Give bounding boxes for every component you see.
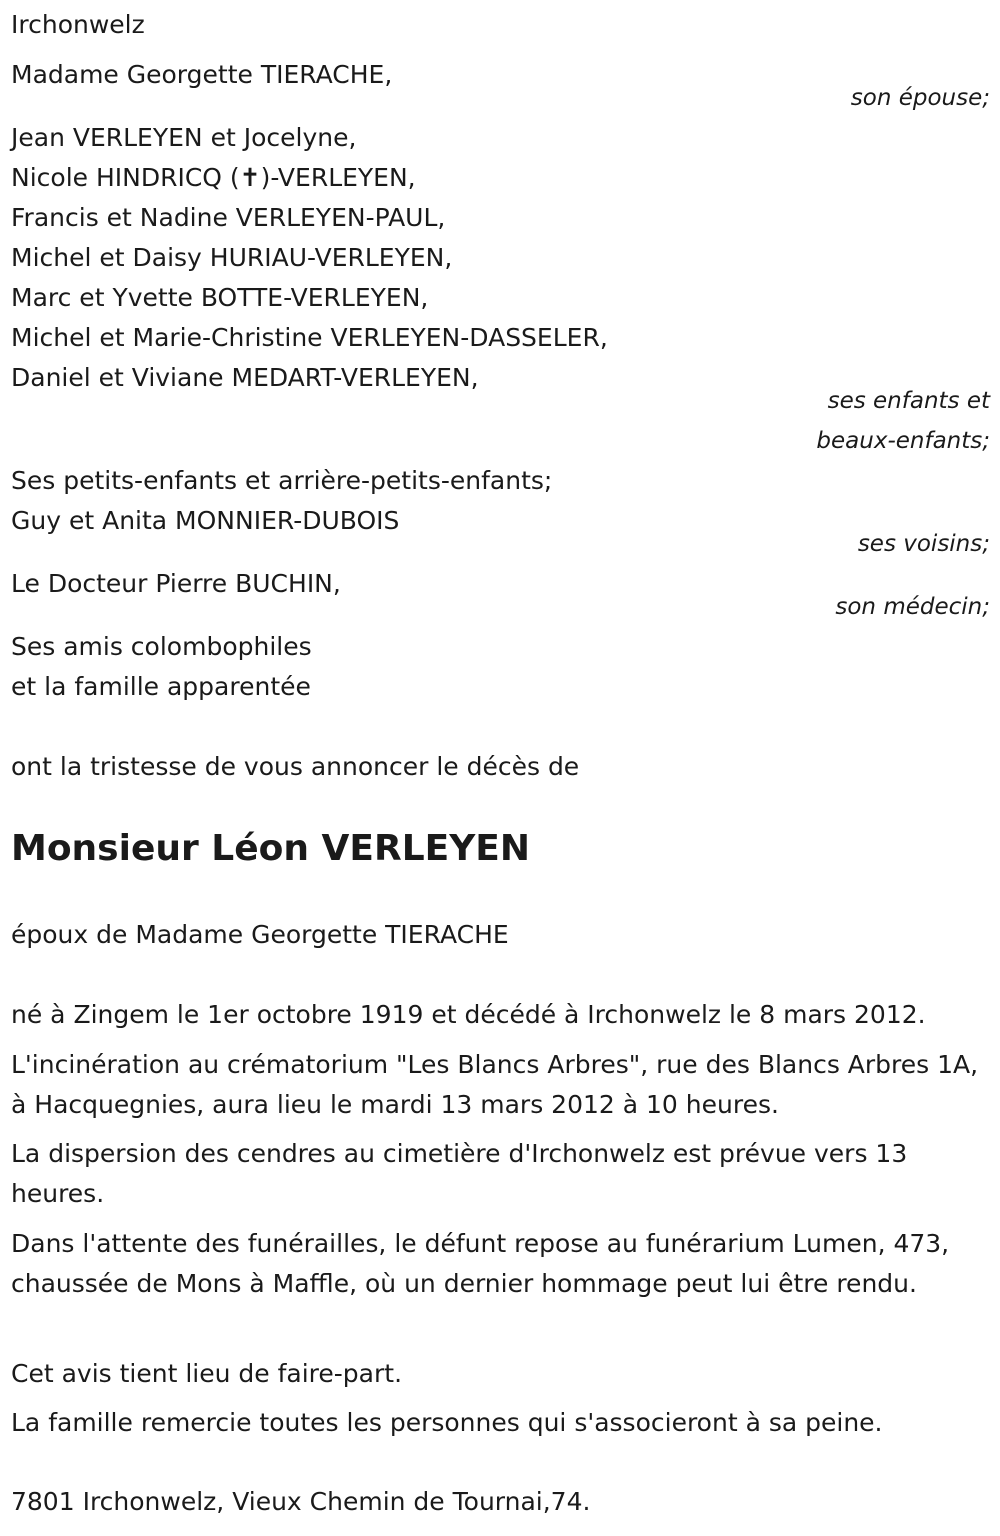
doctor-name: Le Docteur Pierre BUCHIN, <box>11 569 341 598</box>
announcement: ont la tristesse de vous annoncer le décès de <box>11 752 580 781</box>
spouse-of: époux de Madame Georgette TIERACHE <box>11 920 509 949</box>
family: et la famille apparentée <box>11 672 311 701</box>
birth-death: né à Zingem le 1er octobre 1919 et décédé à Irchonwelz le 8 mars 2012. <box>11 1000 926 1029</box>
child-line: Jean VERLEYEN et Jocelyne, <box>11 123 357 152</box>
child-line: Michel et Marie-Christine VERLEYEN-DASSELER, <box>11 323 608 352</box>
child-line: Nicole HINDRICQ (✝)-VERLEYEN, <box>11 163 416 192</box>
doctor-relation: son médecin; <box>835 594 990 620</box>
children-relation: ses enfants et <box>827 388 990 414</box>
thanks-paragraph: La famille remercie toutes les personnes qui s'associeront à sa peine. <box>11 1408 883 1437</box>
notice-paragraph: Cet avis tient lieu de faire-part. <box>11 1359 403 1388</box>
viewing-paragraph: Dans l'attente des funérailles, le défunt repose au funérarium Lumen, 473, chaussée de Mons à Maffle, où un dernier hommage peut lui être rendu. <box>11 1229 950 1298</box>
grandchildren: Ses petits-enfants et arrière-petits-enfants; <box>11 466 553 495</box>
neighbours-name: Guy et Anita MONNIER-DUBOIS <box>11 506 400 535</box>
spouse-relation: son épouse; <box>850 85 990 111</box>
location: Irchonwelz <box>11 10 145 39</box>
child-line: Marc et Yvette BOTTE-VERLEYEN, <box>11 283 429 312</box>
child-line: Michel et Daisy HURIAU-VERLEYEN, <box>11 243 453 272</box>
friends: Ses amis colombophiles <box>11 632 312 661</box>
dispersion-paragraph: La dispersion des cendres au cimetière d'Irchonwelz est prévue vers 13 heures. <box>11 1139 908 1208</box>
child-line: Francis et Nadine VERLEYEN-PAUL, <box>11 203 446 232</box>
cremation-paragraph: L'incinération au crématorium "Les Blancs Arbres", rue des Blancs Arbres 1A, à Hacquegnies, aura lieu le mardi 13 mars 2012 à 10 heures. <box>11 1050 979 1119</box>
child-line: Daniel et Viviane MEDART-VERLEYEN, <box>11 363 479 392</box>
children-relation: beaux-enfants; <box>816 428 990 454</box>
spouse-name: Madame Georgette TIERACHE, <box>11 60 393 89</box>
address: 7801 Irchonwelz, Vieux Chemin de Tournai,74. <box>11 1487 591 1516</box>
neighbours-relation: ses voisins; <box>857 531 990 557</box>
deceased-name: Monsieur Léon VERLEYEN <box>11 828 531 869</box>
